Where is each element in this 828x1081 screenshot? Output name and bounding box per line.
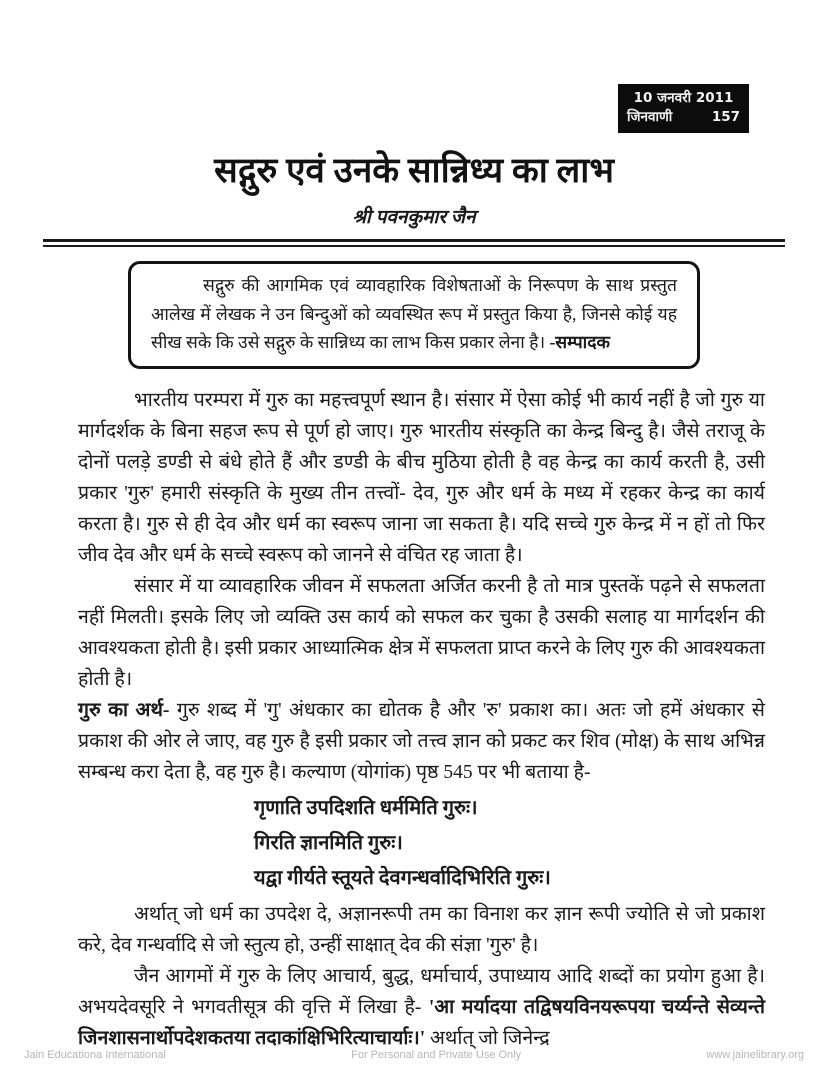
masthead-box [618, 84, 749, 133]
editor-note-box [128, 261, 700, 369]
verse-line-2: गिरति ज्ञानमिति गुरुः। [254, 831, 403, 854]
sanskrit-verse [254, 791, 765, 896]
footer-center: For Personal and Private Use Only [351, 1049, 522, 1061]
paragraph-5-quote: 'आ मर्यादया तद्विषयविनयरूपया चर्य्यन्ते सेव्यन्ते जिनशासनार्थोपदेशकतया तदाकांक्षिभिरित्याचार्याः।' [78, 996, 765, 1049]
article-title: सद्गुरु एवं उनके सान्निध्य का लाभ [214, 151, 614, 190]
verse-line-1: गृणाति उपदिशति धर्ममिति गुरुः। [254, 796, 478, 819]
masthead-page-number: 157 [711, 109, 740, 125]
verse-line-3: यद्वा गीर्यते स्तूयते देवगन्धर्वादिभिरिति गुरुः। [254, 866, 551, 889]
paragraph-5 [78, 961, 765, 1054]
paragraph-1: भारतीय परम्परा में गुरु का महत्त्वपूर्ण स्थान है। संसार में ऐसा कोई भी कार्य नहीं है जो गुरु या मार्गदर्शक के बिना सहज रूप से पूर्ण हो जाए। गुरु भारतीय संस्कृति का केन्द्र बिन्दु है। जैसे तराजू के दोनों पलड़े डण्डी से बंधे होते हैं और डण्डी के बीच मुठिया होती है वह केन्द्र का कार्य करती है, उसी प्रकार 'गुरु' हमारी संस्कृति के मुख्य तीन तत्त्वों- देव, गुरु और धर्म के मध्य में रहकर केन्द्र का कार्य करता है। गुरु से ही देव और धर्म का स्वरूप जाना जा सकता है। यदि सच्चे गुरु केन्द्र में न हों तो फिर जीव देव और धर्म के सच्चे स्वरूप को जानने से वंचित रह जाता है। [78, 389, 765, 566]
paragraph-4: अर्थात् जो धर्म का उपदेश दे, अज्ञानरूपी तम का विनाश कर ज्ञान रूपी ज्योति से जो प्रकाश करे, देव गन्धर्वादि से जो स्तुत्य हो, उन्हीं साक्षात् देव की संज्ञा 'गुरु' है। [78, 903, 765, 956]
editor-signature: -सम्पादक [549, 332, 610, 352]
paragraph-3-heading: गुरु का अर्थ- [78, 699, 170, 721]
paragraph-3 [78, 695, 765, 788]
editor-note-text: सद्गुरु की आगमिक एवं व्यावहारिक विशेषताओं के निरूपण के साथ प्रस्तुत आलेख में लेखक ने उन बिन्दुओं को व्यवस्थित रूप में प्रस्तुत किया है, जिनसे कोई यह सीख सके कि उसे सद्गुरु के सान्निध्य का लाभ किस प्रकार लेना है। [151, 275, 677, 352]
paragraph-2: संसार में या व्यावहारिक जीवन में सफलता अर्जित करनी है तो मात्र पुस्तकें पढ़ने से सफलता नहीं मिलती। इसके लिए जो व्यक्ति उस कार्य को सफल कर चुका है उसकी सलाह या मार्गदर्शन की आवश्यकता होती है। इसी प्रकार आध्यात्मिक क्षेत्र में सफलता प्राप्त करने के लिए गुरु की आवश्यकता होती है। [78, 575, 765, 690]
paragraph-5-pre: जैन आगमों में गुरु के लिए आचार्य, बुद्ध, धर्माचार्य, उपाध्याय आदि शब्दों का प्रयोग हुआ है। अभयदेवसूरि ने भगवतीसूत्र की वृत्ति में लिखा है- [78, 965, 765, 1018]
masthead-journal-name: जिनवाणी [627, 109, 673, 125]
article-author: श्री पवनकुमार जैन [352, 207, 476, 228]
double-rule-divider [43, 239, 785, 247]
paragraph-5-post: अर्थात् जो जिनेन्द्र [425, 1027, 550, 1049]
article-body [78, 385, 765, 1054]
masthead-journal-row [627, 108, 740, 127]
footer-right: www.jainelibrary.org [706, 1049, 804, 1061]
paragraph-3-text: गुरु शब्द में 'गु' अंधकार का द्योतक है और 'रु' प्रकाश का। अतः जो हमें अंधकार से प्रकाश की ओर ले जाए, वह गुरु है इसी प्रकार जो तत्त्व ज्ञान को प्रकट कर शिव (मोक्ष) के साथ अभिन्न सम्बन्ध करा देता है, वह गुरु है। कल्याण (योगांक) पृष्ठ 545 पर भी बताया है- [78, 699, 765, 783]
footer-left: Jain Educationa International [24, 1049, 166, 1061]
masthead-date: 10 जनवरी 2011 [633, 90, 734, 106]
page-footer [0, 1049, 828, 1061]
